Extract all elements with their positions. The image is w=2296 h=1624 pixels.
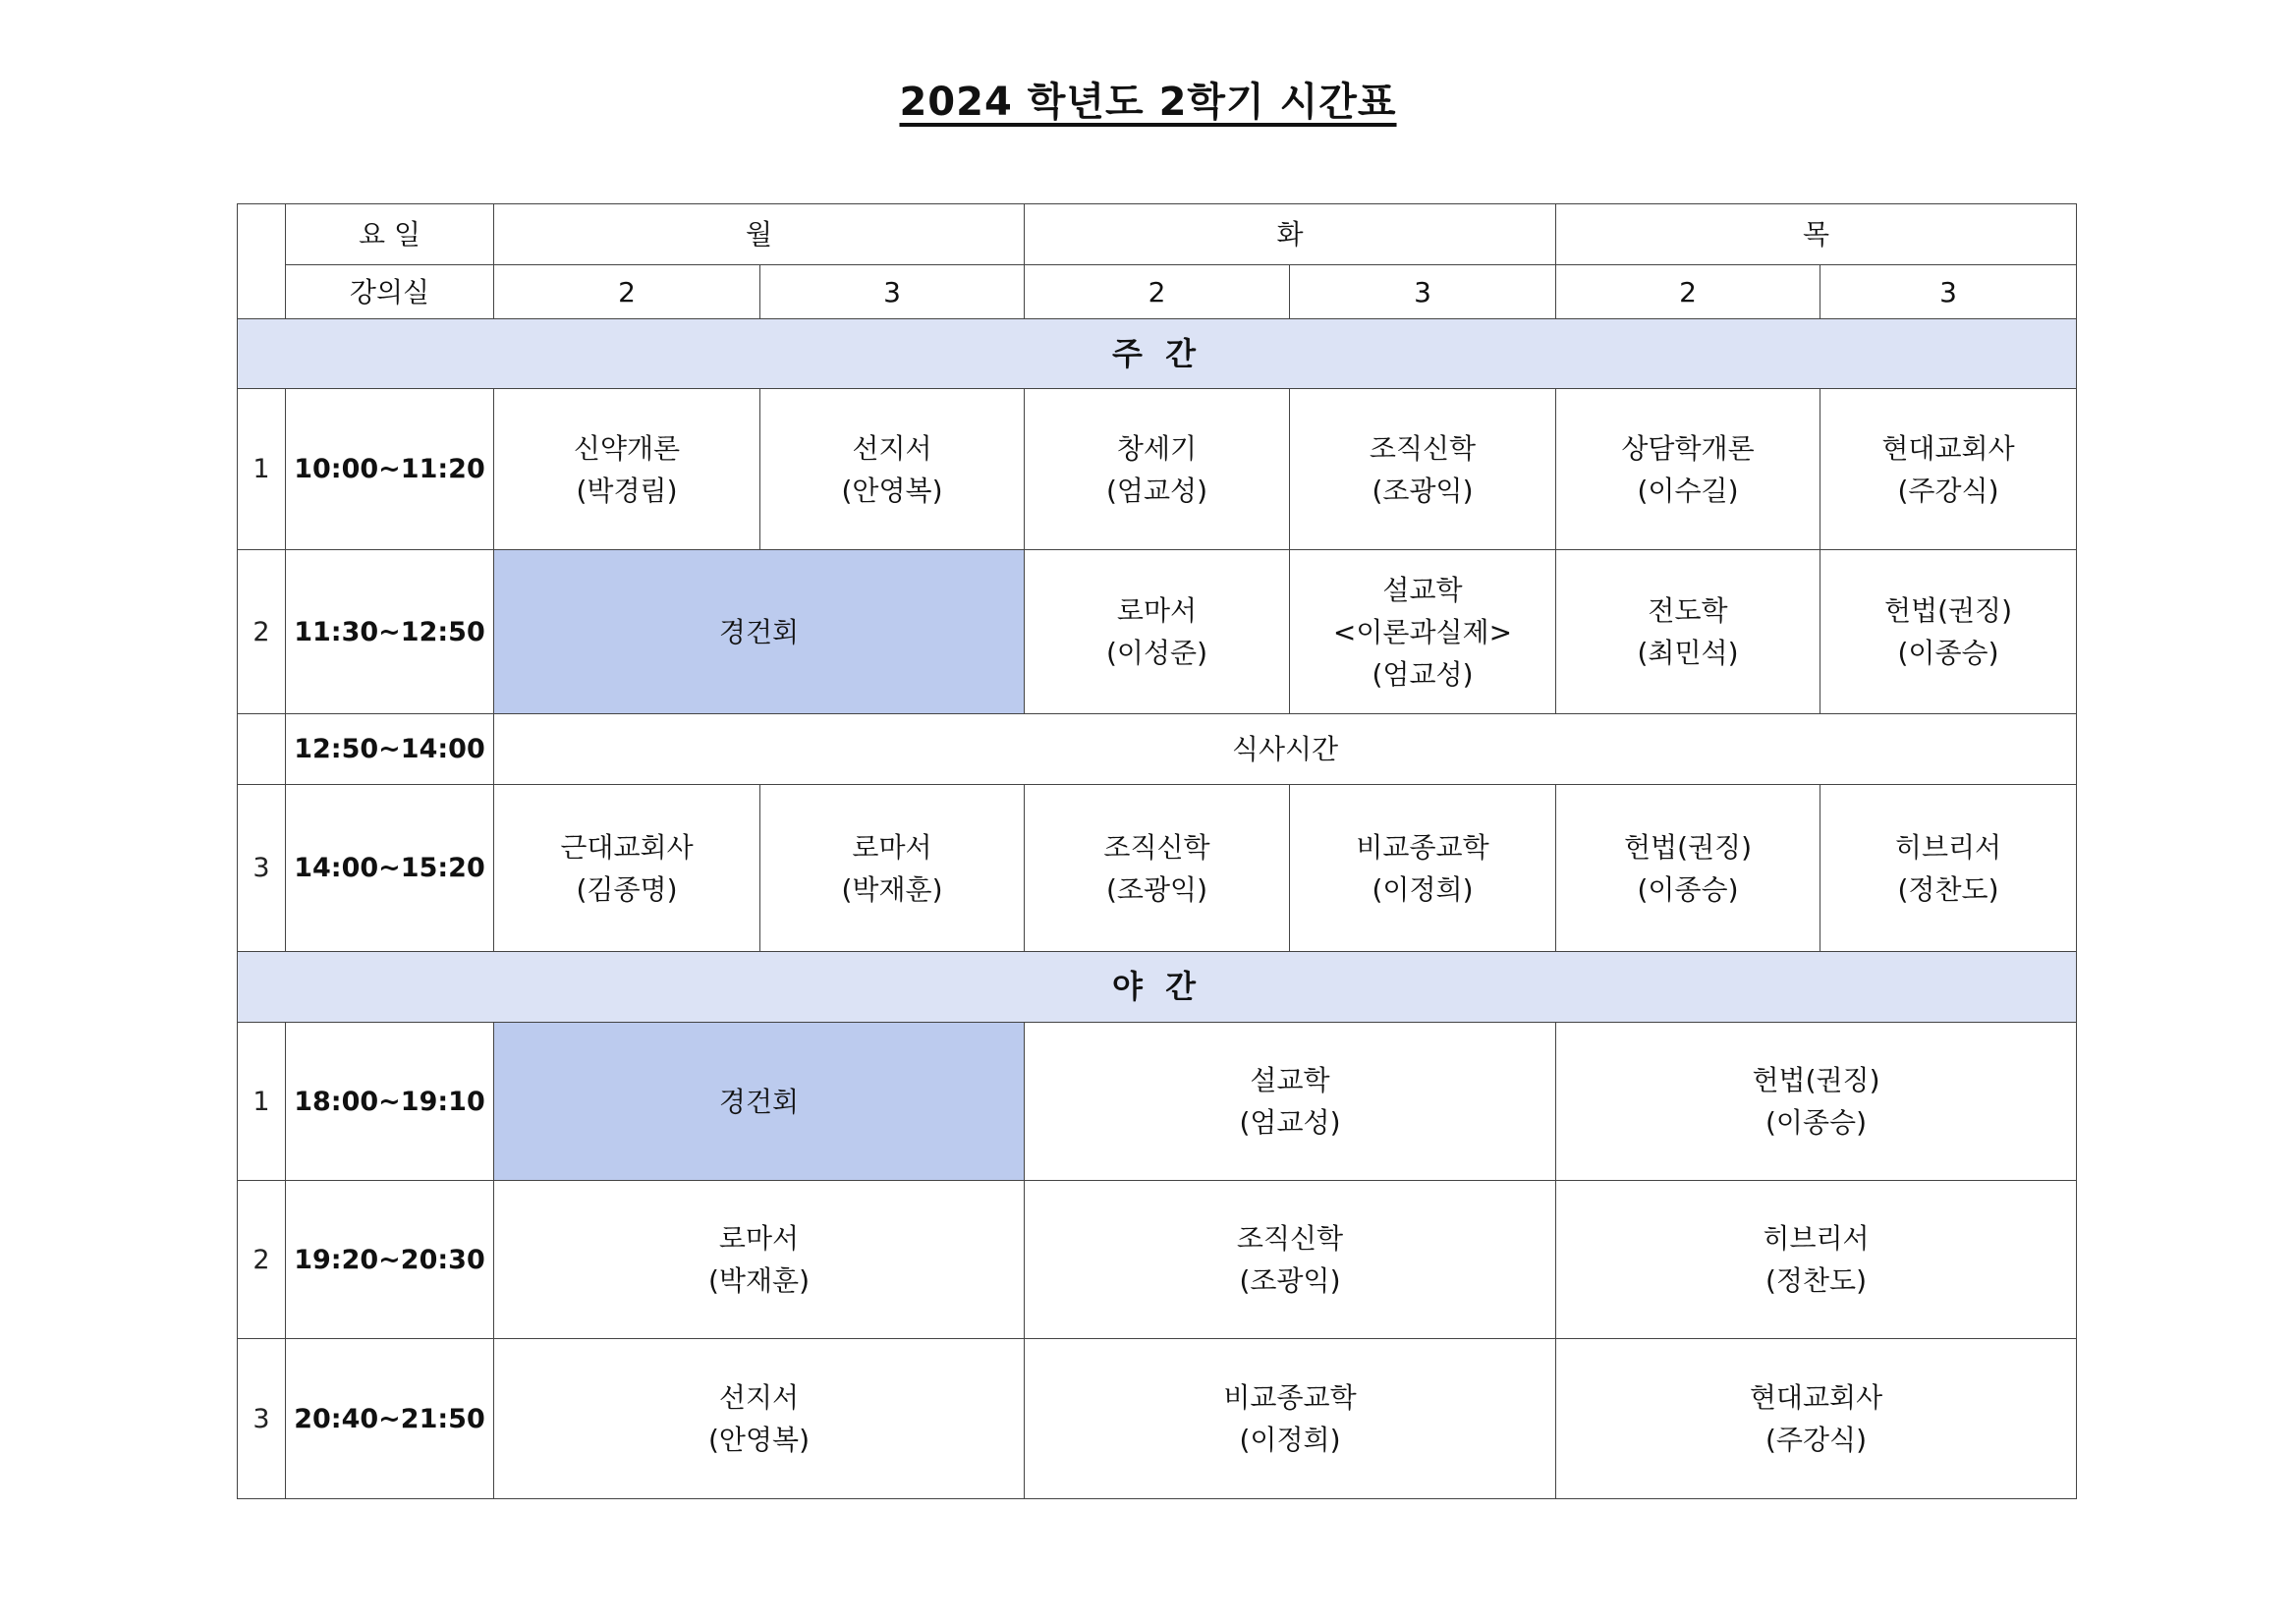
course-name: 헌법(권징) (1623, 830, 1753, 864)
room-label: 강의실 (286, 265, 494, 319)
day-label: 요 일 (286, 204, 494, 265)
professor-name: (엄교성) (1239, 1106, 1341, 1139)
class-cell (1556, 550, 1820, 714)
course-name: 현대교회사 (1749, 1381, 1883, 1414)
course-name: 로마서 (1116, 594, 1198, 627)
professor-name: (김종명) (576, 872, 678, 906)
course-name: 히브리서 (1763, 1222, 1870, 1255)
class-cell (494, 389, 760, 550)
professor-name: (안영복) (841, 474, 943, 507)
corner-cell (238, 204, 286, 319)
table-row (238, 1181, 2077, 1339)
class-cell (494, 1181, 1025, 1339)
class-cell (1290, 550, 1556, 714)
class-cell (1290, 389, 1556, 550)
period-number: 1 (238, 389, 286, 550)
professor-name: (주강식) (1897, 474, 1999, 507)
header-row-days (238, 204, 2077, 265)
class-cell (1556, 389, 1820, 550)
professor-name: (박재훈) (841, 872, 943, 906)
class-cell (1820, 785, 2077, 952)
course-name: 설교학 (1250, 1064, 1330, 1096)
period-time: 20:40~21:50 (286, 1339, 494, 1499)
professor-name: (정찬도) (1897, 872, 1999, 906)
professor-name: (이성준) (1106, 637, 1207, 669)
night-section-band (238, 952, 2077, 1023)
class-cell (760, 389, 1025, 550)
professor-name: (조광익) (1372, 474, 1474, 507)
professor-name: (이종승) (1765, 1106, 1867, 1139)
period-number: 3 (238, 785, 286, 952)
course-name: 신약개론 (573, 431, 681, 465)
professor-name: (박경림) (576, 474, 678, 507)
page-title: 2024 학년도 2학기 시간표 (899, 80, 1397, 125)
course-name: 헌법(권징) (1883, 594, 2013, 627)
period-time: 19:20~20:30 (286, 1181, 494, 1339)
period-number: 2 (238, 1181, 286, 1339)
period-time: 10:00~11:20 (286, 389, 494, 550)
professor-name: (이정희) (1239, 1424, 1341, 1456)
room-cell: 2 (494, 265, 760, 319)
lunch-label: 식사시간 (494, 714, 2077, 785)
class-cell (1556, 1181, 2077, 1339)
period-number: 1 (238, 1023, 286, 1181)
page-title-wrap (0, 71, 2296, 127)
class-cell (1290, 785, 1556, 952)
night-section-label: 야 간 (238, 952, 2077, 1023)
professor-name: (이정희) (1372, 872, 1474, 906)
course-name: 조직신학 (1236, 1222, 1344, 1255)
course-subtitle: <이론과실제> (1332, 615, 1513, 648)
room-cell: 2 (1025, 265, 1290, 319)
professor-name: (박재훈) (708, 1264, 810, 1297)
header-row-rooms (238, 265, 2077, 319)
room-cell: 3 (760, 265, 1025, 319)
course-name: 비교종교학 (1223, 1381, 1357, 1414)
class-cell (1025, 1181, 1556, 1339)
class-cell (494, 1339, 1025, 1499)
course-name: 헌법(권징) (1752, 1064, 1880, 1096)
course-name: 창세기 (1116, 431, 1198, 465)
table-row (238, 389, 2077, 550)
period-time: 14:00~15:20 (286, 785, 494, 952)
course-name: 근대교회사 (560, 830, 694, 864)
room-cell: 2 (1556, 265, 1820, 319)
professor-name: (조광익) (1106, 872, 1207, 906)
class-cell (1556, 785, 1820, 952)
timetable (237, 203, 2077, 1499)
professor-name: (이종승) (1637, 872, 1739, 906)
course-name: 조직신학 (1103, 830, 1210, 864)
lunch-row (238, 714, 2077, 785)
table-row (238, 1023, 2077, 1181)
professor-name: (이수길) (1637, 474, 1739, 507)
course-name: 현대교회사 (1881, 431, 2015, 465)
professor-name: (엄교성) (1372, 657, 1474, 691)
professor-name: (안영복) (708, 1424, 810, 1456)
course-name: 선지서 (852, 431, 932, 465)
class-cell (1556, 1339, 2077, 1499)
class-cell (1820, 550, 2077, 714)
lunch-time: 12:50~14:00 (286, 714, 494, 785)
course-name: 히브리서 (1894, 830, 2002, 864)
table-row (238, 550, 2077, 714)
day-tue: 화 (1025, 204, 1556, 265)
course-name: 상담학개론 (1621, 431, 1755, 465)
course-name: 비교종교학 (1356, 830, 1489, 864)
room-cell: 3 (1820, 265, 2077, 319)
class-cell (760, 785, 1025, 952)
day-thu: 목 (1556, 204, 2077, 265)
class-cell (1025, 785, 1290, 952)
table-row (238, 1339, 2077, 1499)
class-cell (1025, 550, 1290, 714)
class-cell (1820, 389, 2077, 550)
course-name: 설교학 (1382, 573, 1463, 606)
course-name: 조직신학 (1369, 431, 1477, 465)
professor-name: (정찬도) (1765, 1264, 1867, 1297)
day-section-band (238, 319, 2077, 389)
professor-name: (이종승) (1897, 637, 1999, 669)
chapel-cell: 경건회 (494, 1023, 1025, 1181)
course-name: 전도학 (1648, 594, 1728, 627)
class-cell (1025, 1023, 1556, 1181)
professor-name: (조광익) (1239, 1264, 1341, 1297)
room-cell: 3 (1290, 265, 1556, 319)
period-time: 11:30~12:50 (286, 550, 494, 714)
class-cell (1025, 1339, 1556, 1499)
class-cell (1025, 389, 1290, 550)
course-name: 선지서 (718, 1381, 800, 1414)
course-name: 로마서 (718, 1222, 800, 1255)
period-number-empty (238, 714, 286, 785)
professor-name: (엄교성) (1106, 474, 1207, 507)
period-time: 18:00~19:10 (286, 1023, 494, 1181)
professor-name: (최민석) (1637, 637, 1739, 669)
professor-name: (주강식) (1765, 1424, 1867, 1456)
day-section-label: 주 간 (238, 319, 2077, 389)
period-number: 2 (238, 550, 286, 714)
table-row (238, 785, 2077, 952)
class-cell (1556, 1023, 2077, 1181)
period-number: 3 (238, 1339, 286, 1499)
day-mon: 월 (494, 204, 1025, 265)
chapel-cell: 경건회 (494, 550, 1025, 714)
course-name: 로마서 (852, 830, 932, 864)
class-cell (494, 785, 760, 952)
